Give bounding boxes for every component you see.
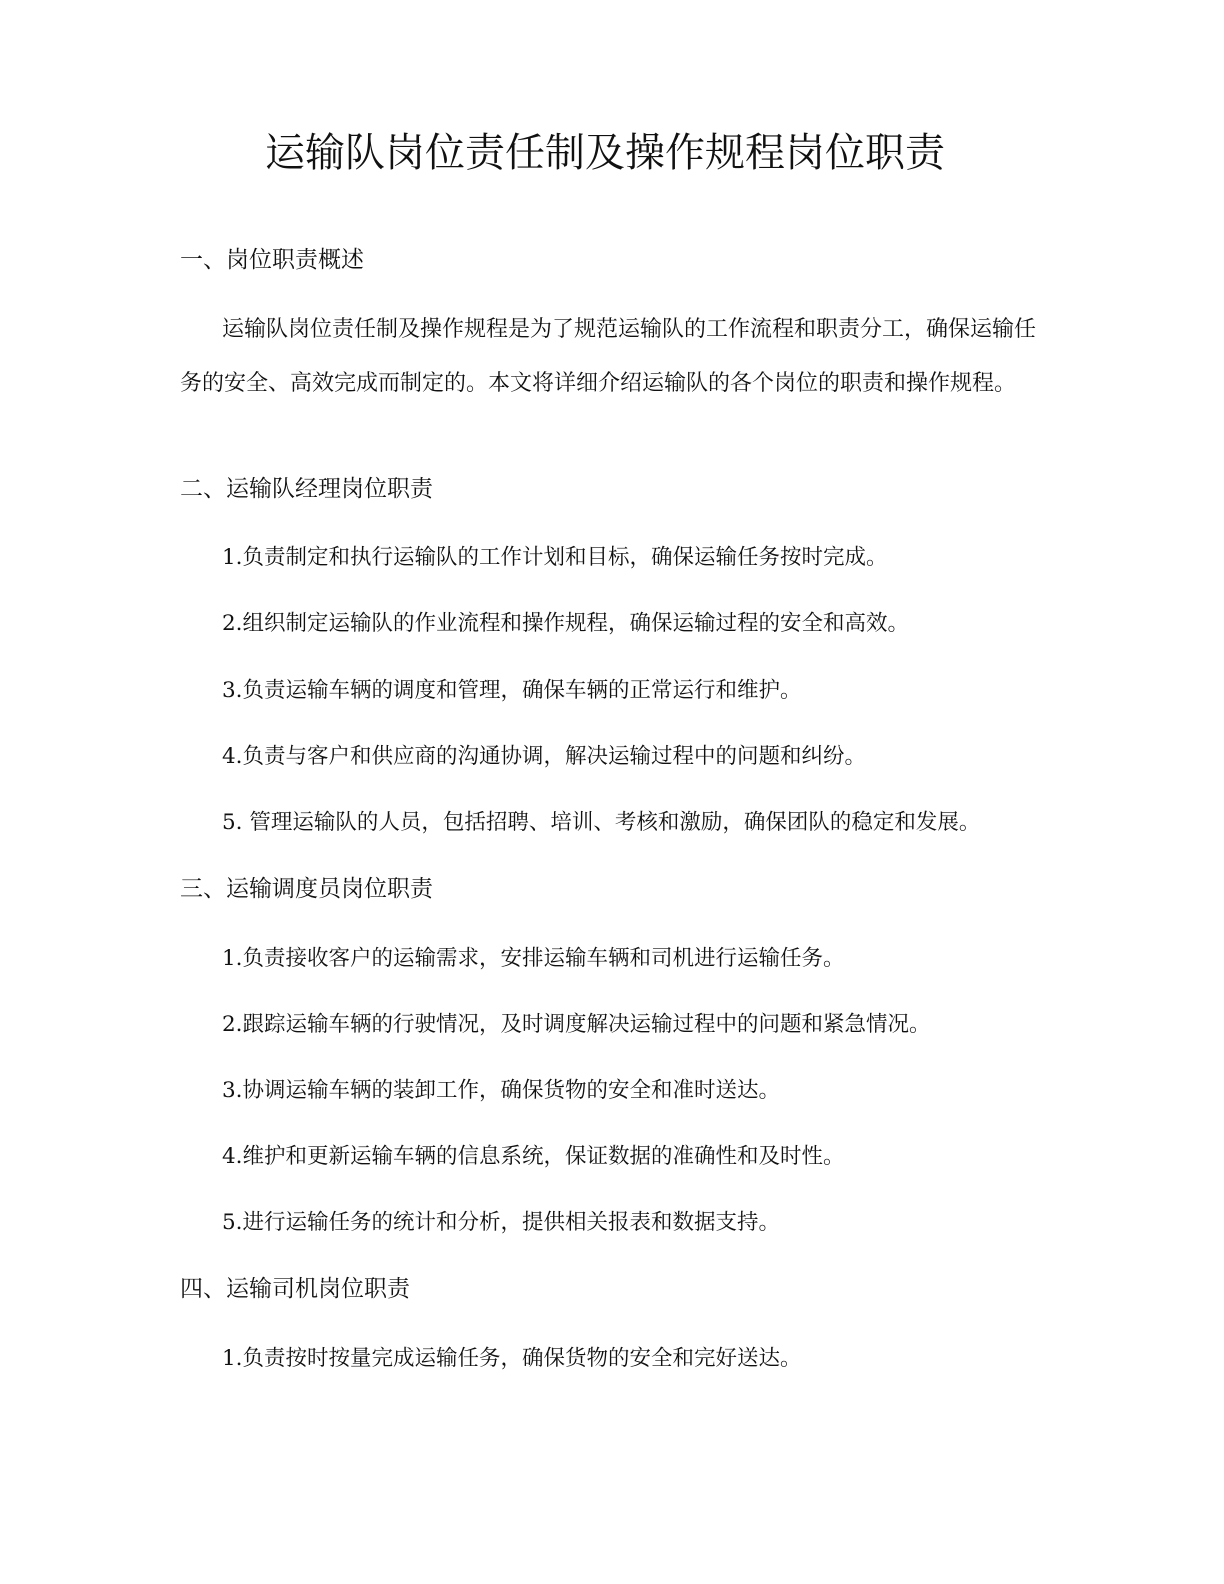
list-item: 1.负责制定和执行运输队的工作计划和目标，确保运输任务按时完成。 [222,545,888,570]
list-item: 5. 管理运输队的人员，包括招聘、培训、考核和激励，确保团队的稳定和发展。 [222,810,981,835]
list-item: 5.进行运输任务的统计和分析，提供相关报表和数据支持。 [222,1210,781,1235]
section-heading-overview: 一、岗位职责概述 [180,247,364,273]
list-item: 2.组织制定运输队的作业流程和操作规程，确保运输过程的安全和高效。 [222,611,910,636]
list-item: 3.负责运输车辆的调度和管理，确保车辆的正常运行和维护。 [222,678,802,703]
list-item: 3.协调运输车辆的装卸工作，确保货物的安全和准时送达。 [222,1078,781,1103]
list-item: 1.负责接收客户的运输需求，安排运输车辆和司机进行运输任务。 [222,946,845,971]
list-item: 1.负责按时按量完成运输任务，确保货物的安全和完好送达。 [222,1346,802,1371]
section-heading-driver: 四、运输司机岗位职责 [180,1276,410,1302]
list-item: 4.维护和更新运输车辆的信息系统，保证数据的准确性和及时性。 [222,1144,845,1169]
document-title: 运输队岗位责任制及操作规程岗位职责 [265,130,945,176]
overview-paragraph: 运输队岗位责任制及操作规程是为了规范运输队的工作流程和职责分工，确保运输任务的安全、高效完成而制定的。本文将详细介绍运输队的各个岗位的职责和操作规程。 [180,317,1037,396]
list-item: 2.跟踪运输车辆的行驶情况，及时调度解决运输过程中的问题和紧急情况。 [222,1012,931,1037]
section-heading-dispatcher: 三、运输调度员岗位职责 [180,876,433,902]
section-heading-manager: 二、运输队经理岗位职责 [180,476,433,502]
list-item: 4.负责与客户和供应商的沟通协调，解决运输过程中的问题和纠纷。 [222,744,867,769]
